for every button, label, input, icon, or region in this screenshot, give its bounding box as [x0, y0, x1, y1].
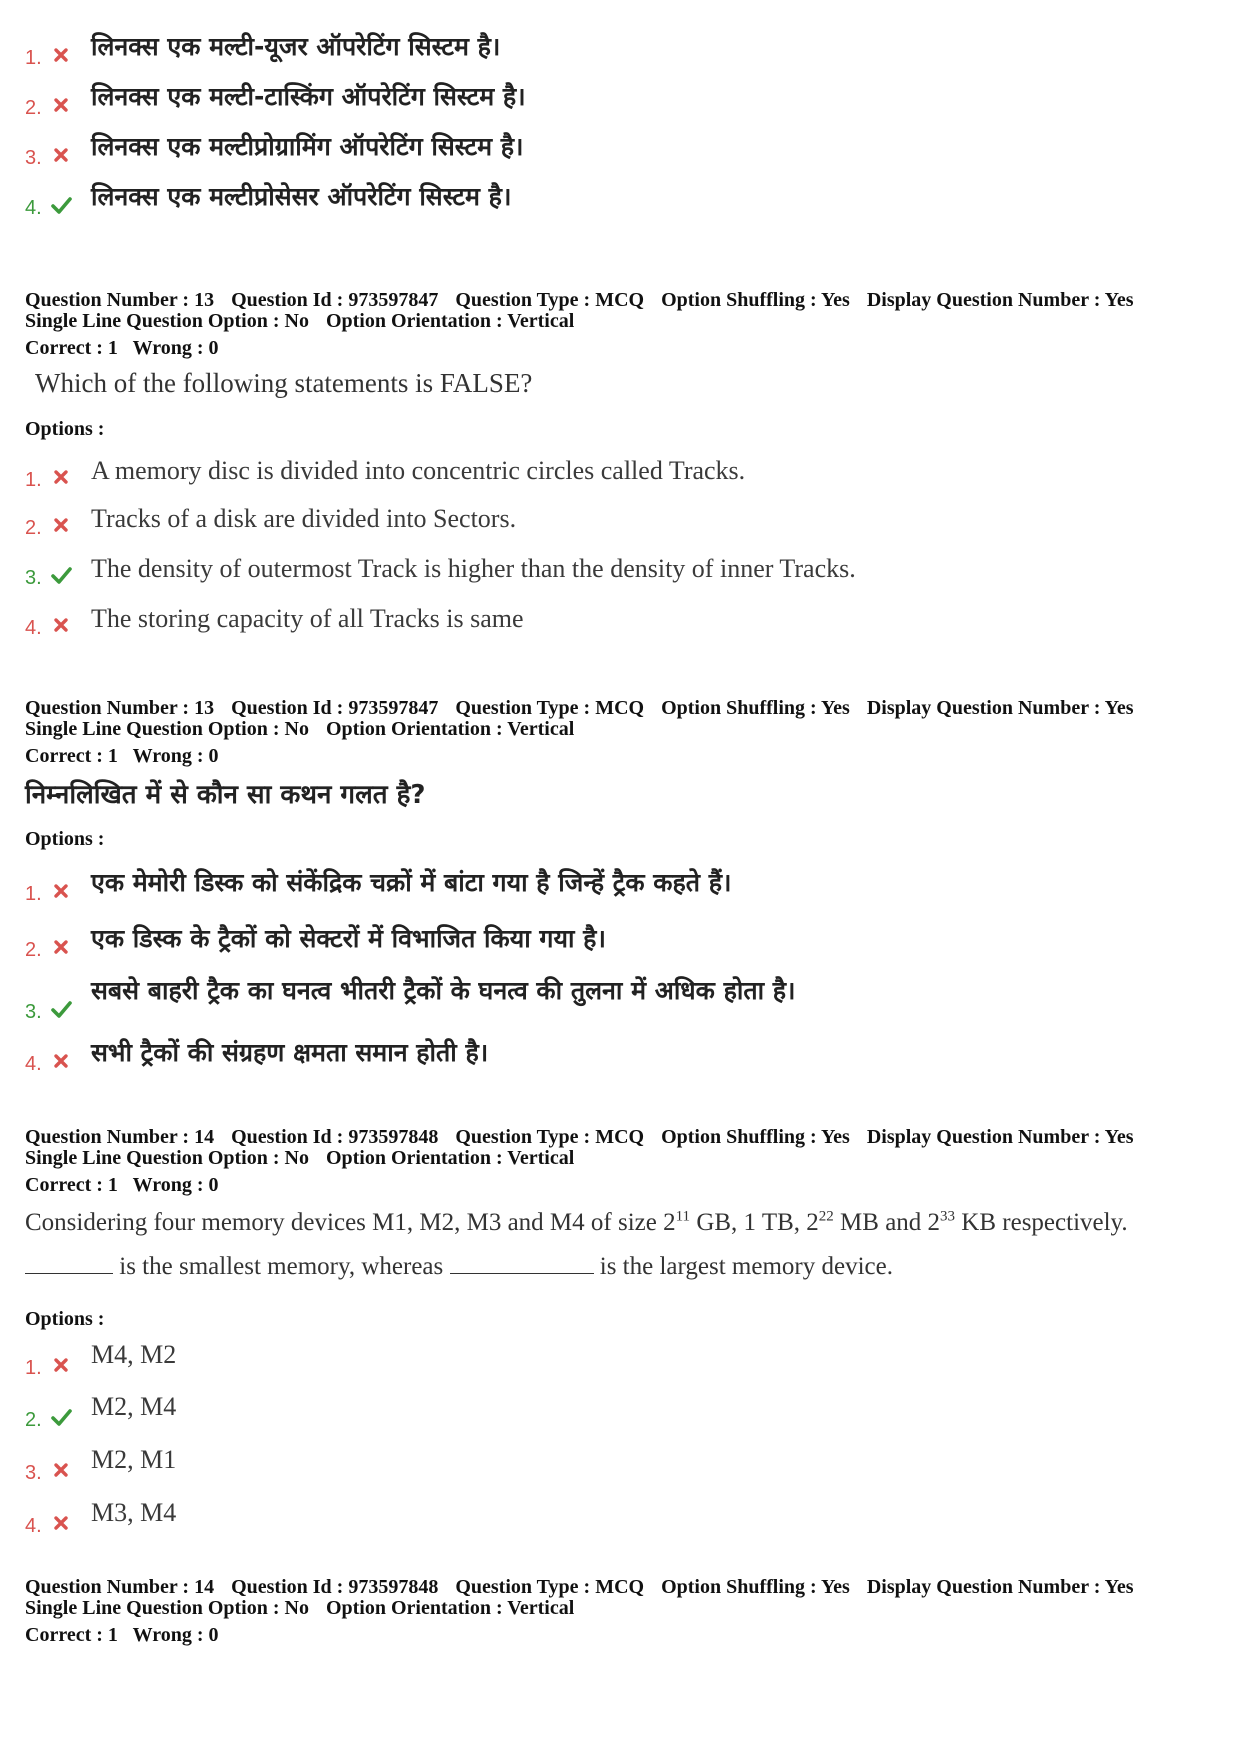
- meta-line-2: Single Line Question Option : No Option Orientation : Vertical: [25, 1597, 575, 1619]
- option-number: 2.: [25, 939, 42, 961]
- option-number: 1.: [25, 883, 42, 905]
- question-number: 13: [194, 289, 215, 311]
- question-type: MCQ: [595, 289, 645, 311]
- correct-marks: 1: [107, 745, 118, 767]
- option-shuffling: Yes: [820, 1126, 850, 1148]
- question-type: MCQ: [595, 697, 645, 719]
- question-text: Considering four memory devices M1, M2, M3 and M4 of size $2^{11}$ GB, 1 TB, $2^{22}$ MB and $2^{33}$ KB respectively.: [25, 1208, 1128, 1236]
- meta-line-1: Question Number : 13 Question Id : 973597847 Question Type : MCQ Option Shuffling : Yes Display Question Number : Yes: [25, 289, 1134, 311]
- meta-line-2: Single Line Question Option : No Option Orientation : Vertical: [25, 718, 575, 740]
- display-question-number: Yes: [1104, 1576, 1134, 1598]
- single-line-option: No: [284, 718, 309, 740]
- question-number: 14: [194, 1576, 215, 1598]
- option-text: The storing capacity of all Tracks is same: [91, 604, 524, 633]
- option-number: 2.: [25, 1409, 42, 1431]
- option-text: सबसे बाहरी ट्रैक का घनत्व भीतरी ट्रैकों के घनत्व की तुलना में अधिक होता है।: [91, 976, 796, 1005]
- question-id: 973597848: [348, 1576, 439, 1598]
- display-question-number: Yes: [1104, 1126, 1134, 1148]
- option-row: [25, 176, 1215, 220]
- option-text: लिनक्स एक मल्टीप्रोग्रामिंग ऑपरेटिंग सिस्टम है।: [91, 132, 524, 161]
- option-number: 1.: [25, 47, 42, 69]
- meta-line-1: Question Number : 13 Question Id : 973597847 Question Type : MCQ Option Shuffling : Yes Display Question Number : Yes: [25, 697, 1134, 719]
- blank-2: [450, 1251, 594, 1274]
- option-shuffling: Yes: [820, 289, 850, 311]
- question-type: MCQ: [595, 1576, 645, 1598]
- question-id: 973597848: [348, 1126, 439, 1148]
- option-number: 3.: [25, 1462, 42, 1484]
- check-icon: [50, 194, 72, 216]
- cross-icon: [50, 1354, 72, 1376]
- option-row: [25, 76, 1215, 120]
- single-line-option: No: [284, 1597, 309, 1619]
- score-line: Correct : 1 Wrong : 0: [25, 1624, 219, 1646]
- question-number: 13: [194, 697, 215, 719]
- question-number: 14: [194, 1126, 215, 1148]
- wrong-marks: 0: [208, 1174, 219, 1196]
- meta-line-1: Question Number : 14 Question Id : 973597848 Question Type : MCQ Option Shuffling : Yes Display Question Number : Yes: [25, 1126, 1134, 1148]
- cross-icon: [50, 94, 72, 116]
- option-number: 2.: [25, 517, 42, 539]
- display-question-number: Yes: [1104, 289, 1134, 311]
- wrong-marks: 0: [208, 745, 219, 767]
- option-number: 4.: [25, 1515, 42, 1537]
- wrong-marks: 0: [208, 1624, 219, 1646]
- check-icon: [50, 998, 72, 1020]
- cross-icon: [50, 614, 72, 636]
- option-text: M2, M4: [91, 1392, 177, 1421]
- question-id: 973597847: [348, 289, 439, 311]
- display-question-number: Yes: [1104, 697, 1134, 719]
- check-icon: [50, 564, 72, 586]
- question-text: निम्नलिखित में से कौन सा कथन गलत है?: [25, 780, 426, 810]
- question-meta: [25, 698, 1215, 767]
- option-row: [25, 1032, 1215, 1076]
- cross-icon: [50, 466, 72, 488]
- option-number: 4.: [25, 1053, 42, 1075]
- option-text: Tracks of a disk are divided into Sectors.: [91, 504, 517, 533]
- wrong-marks: 0: [208, 337, 219, 359]
- option-orientation: Vertical: [507, 310, 575, 332]
- meta-line-2: Single Line Question Option : No Option Orientation : Vertical: [25, 310, 575, 332]
- option-number: 3.: [25, 147, 42, 169]
- check-icon: [50, 1406, 72, 1428]
- cross-icon: [50, 514, 72, 536]
- option-orientation: Vertical: [507, 718, 575, 740]
- question-id: 973597847: [348, 697, 439, 719]
- score-line: Correct : 1 Wrong : 0: [25, 1174, 219, 1196]
- cross-icon: [50, 936, 72, 958]
- option-orientation: Vertical: [507, 1597, 575, 1619]
- score-line: Correct : 1 Wrong : 0: [25, 745, 219, 767]
- cross-icon: [50, 880, 72, 902]
- option-row: [25, 918, 1215, 962]
- option-text: M2, M1: [91, 1445, 177, 1474]
- options-label: Options :: [25, 828, 105, 850]
- option-text: The density of outermost Track is higher than the density of inner Tracks.: [91, 554, 856, 583]
- option-row: [25, 1494, 1215, 1538]
- option-text: सभी ट्रैकों की संग्रहण क्षमता समान होती है।: [91, 1038, 489, 1067]
- correct-marks: 1: [107, 1624, 118, 1646]
- option-number: 1.: [25, 1357, 42, 1379]
- cross-icon: [50, 144, 72, 166]
- option-text: A memory disc is divided into concentric circles called Tracks.: [91, 456, 746, 485]
- options-label: Options :: [25, 1308, 105, 1330]
- single-line-option: No: [284, 310, 309, 332]
- option-number: 2.: [25, 97, 42, 119]
- correct-marks: 1: [107, 337, 118, 359]
- question-meta: [25, 1127, 1215, 1196]
- option-row: [25, 546, 1215, 590]
- option-row: [25, 1441, 1215, 1485]
- question-meta: [25, 1577, 1215, 1646]
- meta-line-2: Single Line Question Option : No Option Orientation : Vertical: [25, 1147, 575, 1169]
- option-row: [25, 26, 1215, 70]
- option-row: [25, 1336, 1215, 1380]
- option-text: M3, M4: [91, 1498, 177, 1527]
- option-row: [25, 976, 1215, 1024]
- question-type: MCQ: [595, 1126, 645, 1148]
- option-number: 4.: [25, 617, 42, 639]
- option-text: लिनक्स एक मल्टी-टास्किंग ऑपरेटिंग सिस्टम है।: [91, 82, 526, 111]
- option-row: [25, 596, 1215, 640]
- option-shuffling: Yes: [820, 697, 850, 719]
- cross-icon: [50, 1459, 72, 1481]
- option-text: लिनक्स एक मल्टीप्रोसेसर ऑपरेटिंग सिस्टम है।: [91, 182, 512, 211]
- question-text-line-2: is the smallest memory, whereas is the largest memory device.: [25, 1250, 1215, 1284]
- question-meta: [25, 290, 1215, 359]
- option-number: 3.: [25, 1001, 42, 1023]
- option-row: [25, 496, 1215, 540]
- cross-icon: [50, 1050, 72, 1072]
- option-shuffling: Yes: [820, 1576, 850, 1598]
- question-text: Which of the following statements is FALSE?: [35, 368, 533, 398]
- option-row: [25, 1388, 1215, 1432]
- option-number: 3.: [25, 567, 42, 589]
- option-text: लिनक्स एक मल्टी-यूजर ऑपरेटिंग सिस्टम है।: [91, 32, 501, 61]
- correct-marks: 1: [107, 1174, 118, 1196]
- option-text: M4, M2: [91, 1340, 177, 1369]
- option-number: 1.: [25, 469, 42, 491]
- cross-icon: [50, 1512, 72, 1534]
- meta-line-1: Question Number : 14 Question Id : 973597848 Question Type : MCQ Option Shuffling : Yes Display Question Number : Yes: [25, 1576, 1134, 1598]
- option-text: एक मेमोरी डिस्क को संकेंद्रिक चक्रों में बांटा गया है जिन्हें ट्रैक कहते हैं।: [91, 868, 732, 897]
- option-row: [25, 126, 1215, 170]
- single-line-option: No: [284, 1147, 309, 1169]
- option-text: एक डिस्क के ट्रैकों को सेक्टरों में विभाजित किया गया है।: [91, 924, 606, 953]
- option-number: 4.: [25, 197, 42, 219]
- option-orientation: Vertical: [507, 1147, 575, 1169]
- blank-1: [25, 1251, 113, 1274]
- cross-icon: [50, 44, 72, 66]
- option-row: [25, 862, 1215, 906]
- score-line: Correct : 1 Wrong : 0: [25, 337, 219, 359]
- options-label: Options :: [25, 418, 105, 440]
- option-row: [25, 448, 1215, 492]
